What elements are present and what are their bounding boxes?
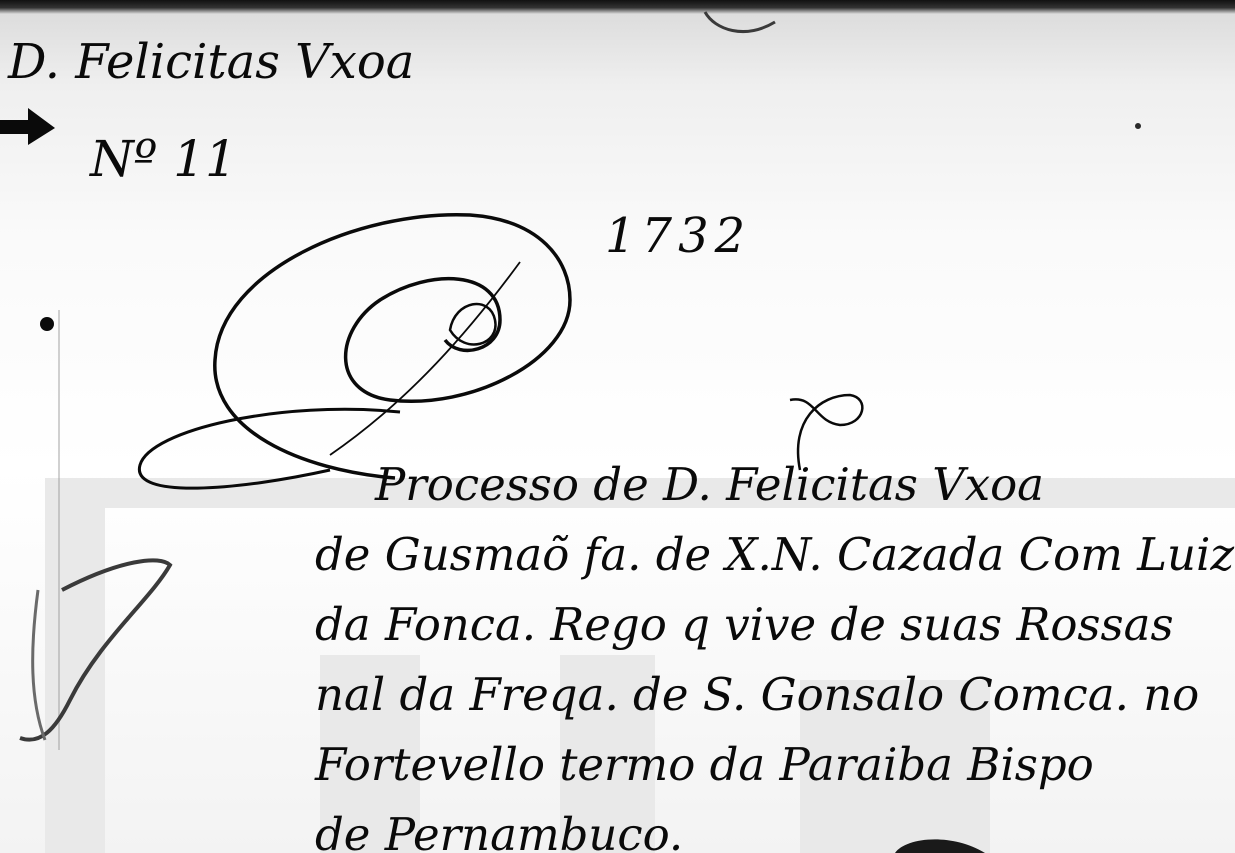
ink-dot	[40, 317, 54, 331]
initial-p-stem	[330, 262, 520, 455]
initial-p-flourish	[215, 215, 570, 478]
thread	[33, 590, 45, 740]
initial-p-loop	[450, 304, 495, 344]
text-line: nal da Freqa. de S. Gonsalo Comca. no	[315, 668, 1200, 721]
text-line: de Gusmaõ fa. de X.N. Cazada Com Luiz	[315, 528, 1235, 581]
ink-dot	[1135, 123, 1141, 129]
document-number: Nº 11	[90, 130, 237, 188]
process-description	[315, 450, 1235, 853]
document-year: 1732	[605, 208, 752, 264]
paper-tear	[705, 12, 775, 31]
text-line: Fortevello termo da Paraiba Bispo	[315, 738, 1094, 791]
text-line: de Pernambuco.	[315, 808, 684, 853]
arrow-mark	[0, 108, 55, 145]
thread	[20, 560, 170, 739]
document-name-heading: D. Felicitas Vxoa	[8, 34, 415, 90]
text-line: da Fonca. Rego q vive de suas Rossas	[315, 598, 1174, 651]
text-line: Processo de D. Felicitas Vxoa	[375, 458, 1045, 511]
